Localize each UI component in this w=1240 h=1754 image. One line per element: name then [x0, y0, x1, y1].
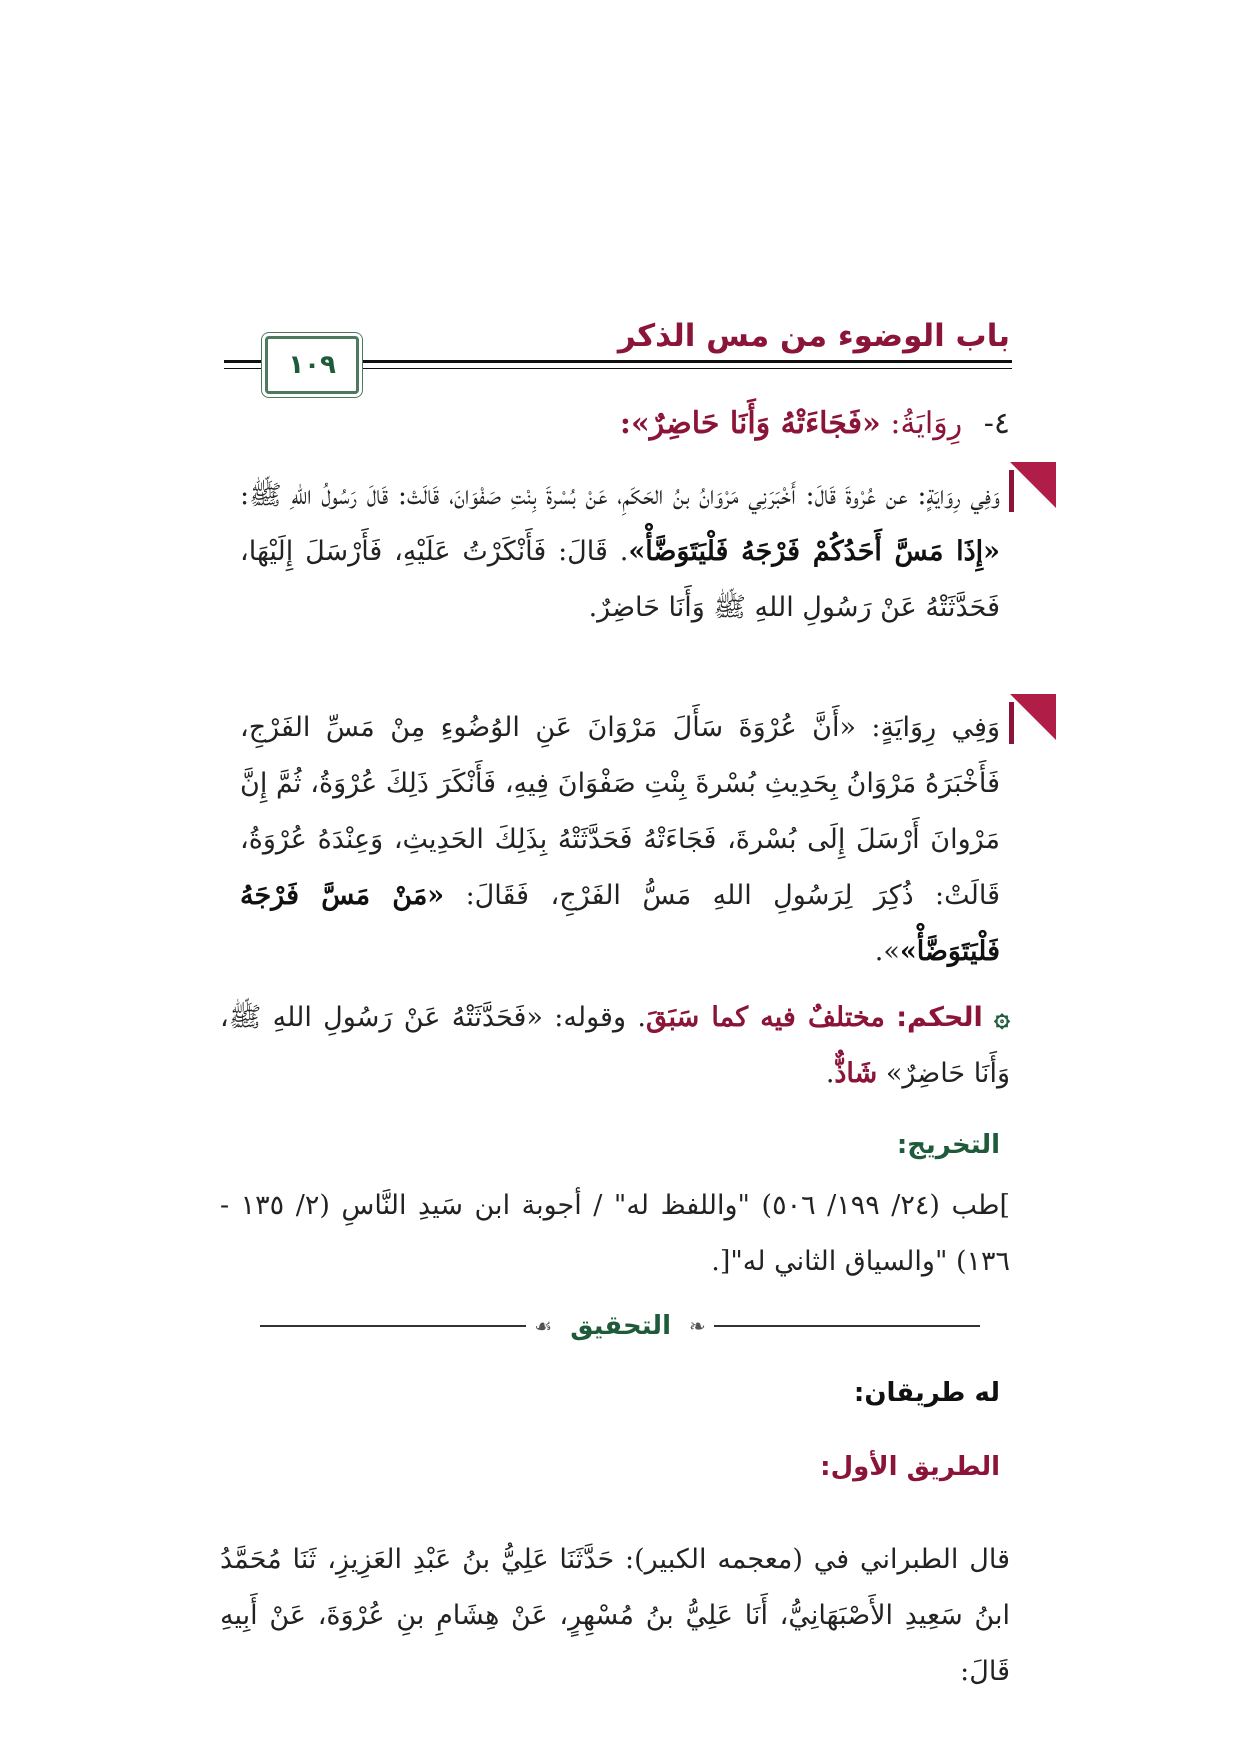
- hukm-label: الحكم:: [896, 1002, 983, 1033]
- riwaya-paragraph-1: [240, 468, 1000, 636]
- riwaya2-text-b: ».: [874, 936, 900, 967]
- tariqan-heading: له طريقان:: [853, 1378, 1000, 1408]
- hukm-shadh: شَاذٌّ: [834, 1058, 878, 1089]
- section-title-quote: «فَجَاءَتْهُ وَأَنَا حَاضِرٌ»:: [619, 406, 881, 441]
- section-number: ٤-: [983, 406, 1010, 441]
- riwaya1-text-a: وَفِي رِوَايَةٍ: عن عُرْوةَ قَالَ: أَخْبَرَنِي مَرْوَانُ بنُ الحَكَمِ، عَنْ بُسْرةَ بِنْتِ صَفْوَانَ، قَالَتْ: قَالَ رَسُولُ اللهِ ﷺ:: [240, 480, 1000, 511]
- riwaya2-hadith: «مَنْ مَسَّ فَرْجَهُ فَلْيَتَوَضَّأْ»: [240, 880, 1000, 967]
- corner-ornament-1: [1010, 462, 1056, 508]
- riwaya2-text-a: وَفِي رِوَايَةٍ: «أَنَّ عُرْوَةَ سَأَلَ مَرْوَانَ عَنِ الوُضُوءِ مِنْ مَسِّ الفَرْجِ، فَأَخْبَرَهُ مَرْوَانُ بِحَدِيثِ بُسْرةَ بِنْتِ صَفْوَانَ فِيهِ، فَأَنْكَرَ ذَلِكَ عُرْوَةُ، ثُمَّ إِنَّ مَرْوانَ أَرْسَلَ إِلَى بُسْرةَ، فَجَاءَتْهُ فَحَدَّثَتْهُ بِذَلِكَ الحَدِيثِ، وَعِنْدَهُ عُرْوَةُ، قَالَتْ: ذُكِرَ لِرَسُولِ اللهِ مَسُّ الفَرْجِ، فَقَالَ:: [240, 712, 1001, 911]
- tahqiq-label: التحقيق: [570, 1311, 671, 1341]
- takhrij-label: التخريج:: [896, 1130, 1000, 1160]
- divider-line-right: [714, 1325, 980, 1327]
- block-bar-2: [1009, 702, 1014, 744]
- chapter-title: باب الوضوء من مس الذكر: [617, 318, 1010, 354]
- corner-ornament-2: [1010, 694, 1056, 740]
- hukm-end: .: [825, 1058, 835, 1089]
- hukm-paragraph: [220, 990, 1010, 1102]
- divider-line-left: [260, 1325, 526, 1327]
- section-title-prefix: رِوَايَةُ:: [890, 406, 963, 441]
- tahqiq-divider: [260, 1306, 980, 1346]
- takhrij-text: ]طب (٢٤/ ١٩٩/ ٥٠٦) "واللفظ له" / أجوبة ابن سَيدِ النَّاسِ (٢/ ١٣٥ - ١٣٦) "والسياق الثاني له"[.: [220, 1190, 1010, 1277]
- block-bar-1: [1009, 470, 1014, 512]
- section-heading: [230, 406, 1010, 441]
- hukm-verdict: مختلفٌ فيه كما سَبَقَ: [645, 1002, 885, 1033]
- page-number-badge: [265, 336, 359, 394]
- divider-ornament-left: ☙: [534, 1314, 553, 1338]
- hukm-text: . وقوله: «فَحَدَّثَتْهُ عَنْ رَسُولِ اللهِ ﷺ، وَأَنَا حَاضِرٌ»: [220, 1002, 1010, 1089]
- divider-ornament-right: ❧: [688, 1314, 706, 1338]
- riwaya-paragraph-2: [240, 700, 1000, 980]
- hukm-mark: ۞: [994, 1002, 1010, 1033]
- tariq-awwal-heading: الطريق الأول:: [820, 1452, 1000, 1482]
- riwaya1-hadith: «إِذَا مَسَّ أَحَدُكُمْ فَرْجَهُ فَلْيَتَوَضَّأْ»: [628, 536, 1000, 567]
- final-paragraph: قال الطبراني في (معجمه الكبير): حَدَّثَنَا عَلِيُّ بنُ عَبْدِ العَزِيزِ، ثَنَا مُحَمَّدُ ابنُ سَعِيدِ الأَصْبَهَانِيُّ، أَنَا عَلِيُّ بنُ مُسْهِرٍ، عَنْ هِشَامِ بنِ عُرْوَةَ، عَنْ أَبِيهِ قَالَ:: [220, 1544, 1010, 1687]
- riwaya1-text-b: . قَالَ: فَأَنْكَرْتُ عَلَيْهِ، فَأَرْسَلَ إِلَيْهَا، فَحَدَّثَتْهُ عَنْ رَسُولِ اللهِ ﷺ وَأَنَا حَاضِرٌ.: [240, 536, 1000, 623]
- page-number: ١٠٩: [288, 350, 336, 380]
